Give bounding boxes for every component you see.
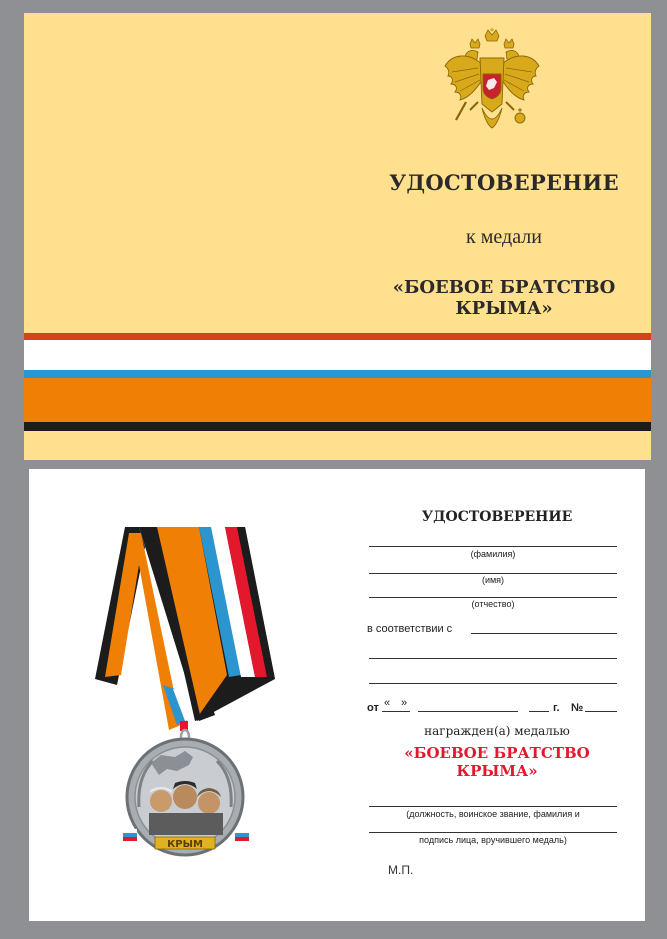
name-caption: (имя) <box>481 575 505 585</box>
stripe-black <box>24 422 651 431</box>
certificate-inside <box>29 469 645 921</box>
quote-open: « <box>384 697 391 709</box>
inside-medal-line1: «БОЕВОЕ БРАТСТВО <box>404 744 590 762</box>
cover-medal-line2: КРЫМА» <box>455 298 553 319</box>
from-label: от <box>367 702 379 714</box>
patronymic-line[interactable] <box>369 597 617 598</box>
stripe-blue <box>24 370 651 378</box>
quote-close: » <box>401 697 408 709</box>
year-line[interactable] <box>529 711 549 712</box>
cover-title: УДОСТОВЕРЕНИЕ <box>389 170 619 195</box>
seal-label: М.П. <box>388 863 414 877</box>
award-form <box>367 469 627 921</box>
number-line[interactable] <box>585 711 617 712</box>
cover-subtitle: к медали <box>466 226 542 248</box>
certificate-cover <box>24 13 651 460</box>
surname-line[interactable] <box>369 546 617 547</box>
day-line[interactable] <box>382 711 410 712</box>
number-label: № <box>571 702 584 714</box>
signature-line-1[interactable] <box>369 806 617 807</box>
signature-line-2[interactable] <box>369 832 617 833</box>
accordance-line-3[interactable] <box>369 683 617 684</box>
patronymic-caption: (отчество) <box>471 599 515 609</box>
coat-of-arms-icon <box>442 28 542 146</box>
year-label: г. <box>553 702 560 714</box>
stripe-red <box>24 333 651 340</box>
cover-medal-line1: «БОЕВОЕ БРАТСТВО <box>392 277 616 298</box>
month-line[interactable] <box>418 711 518 712</box>
stripe-white <box>24 340 651 370</box>
signature-caption-2: подпись лица, вручившего медаль) <box>419 835 567 845</box>
accordance-line-2[interactable] <box>369 658 617 659</box>
cover-medal-name <box>364 277 644 319</box>
medal-icon <box>95 525 277 857</box>
accordance-label: в соответствии с <box>367 623 453 635</box>
inside-medal-name <box>367 744 627 780</box>
inside-title: УДОСТОВЕРЕНИЕ <box>421 509 573 525</box>
inside-medal-line2: КРЫМА» <box>456 762 538 780</box>
stripe-orange <box>24 378 651 422</box>
surname-caption: (фамилия) <box>470 549 516 559</box>
medal-inscription: КРЫМ <box>167 839 203 850</box>
awarded-label: награжден(а) медалью <box>424 724 570 738</box>
name-line[interactable] <box>369 573 617 574</box>
signature-caption-1: (должность, воинское звание, фамилия и <box>406 809 580 819</box>
accordance-line[interactable] <box>471 633 617 634</box>
